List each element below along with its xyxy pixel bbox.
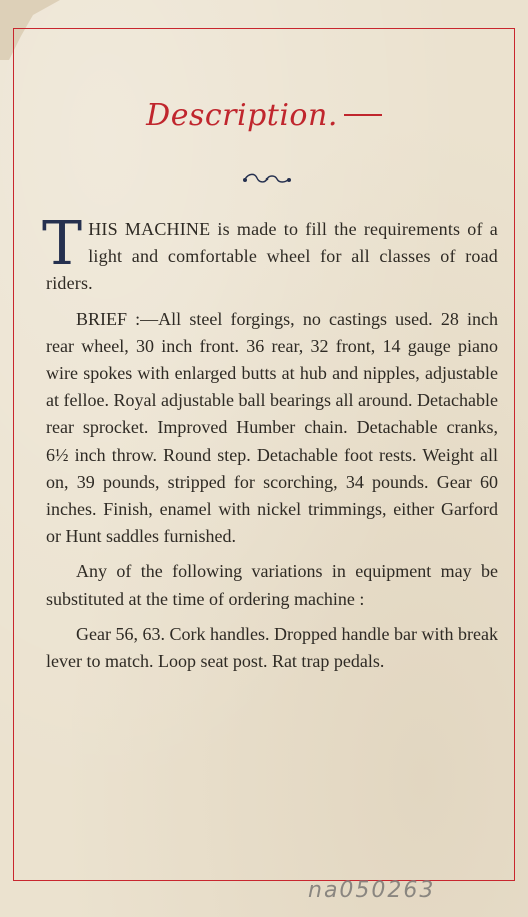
brief-paragraph: BRIEF :—All steel forgings, no castings used. 28 inch rear wheel, 30 inch front. 36 rear, 32 front, 14 gauge piano wire spokes with enlarged butts at hub and nipples, adjustable at felloe. Royal adjustable ball bearings all around. Detachable rear sprocket. Improved Humber chain. Detachable cranks, 6½ inch throw. Round step. Detachable foot rests. Weight all on, 39 pounds, stripped for scorching, 34 pounds. Gear 60 inches. Finish, enamel with nickel trimmings, either Garford or Hunt saddles furnished. [46,308,498,547]
title-dash [344,114,382,116]
page-title [0,98,528,133]
handwritten-inventory-number: na050263 [308,878,436,903]
description-body [42,209,498,683]
intro-paragraph [42,209,498,298]
variations-paragraph: Any of the following variations in equipment may be substituted at the time of ordering machine : [46,561,498,609]
title-text: Description. [146,98,338,133]
intro-text: HIS MACHINE is made to fill the requirements of a light and comfortable wheel for all classes of road riders. [46,219,498,294]
options-paragraph: Gear 56, 63. Cork handles. Dropped handle bar with break lever to match. Loop seat post. Rat trap pedals. [46,623,498,672]
ornament-flourish-icon [241,172,293,186]
dropcap-letter: T [42,209,83,279]
